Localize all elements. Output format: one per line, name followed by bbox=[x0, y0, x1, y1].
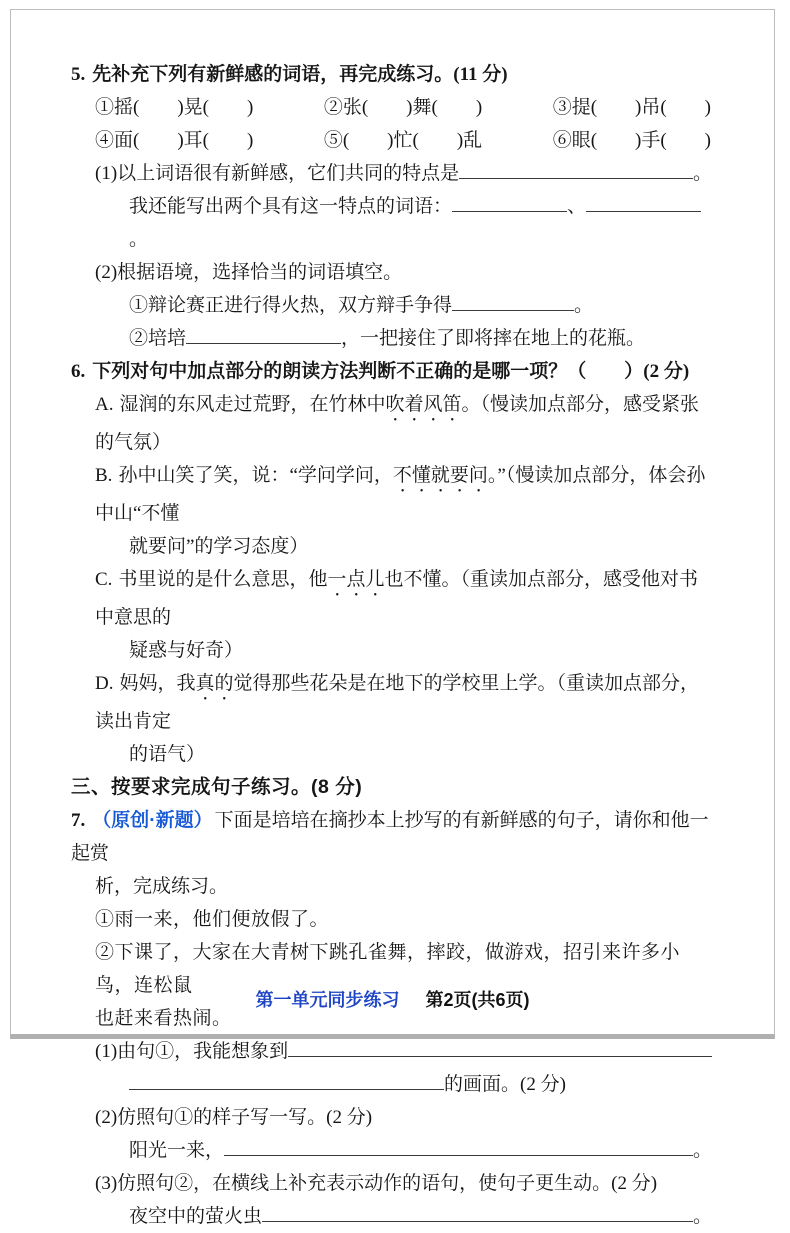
q5-sub2-item1-period: 。 bbox=[574, 295, 594, 316]
answer-blank bbox=[452, 293, 574, 311]
word-group-2: ②张( )舞( ) bbox=[323, 97, 483, 118]
question-6-number: 6. bbox=[71, 361, 86, 382]
q5-sub1b-text: 我还能写出两个具有这一特点的词语： bbox=[129, 196, 453, 217]
q5-sub1-text: (1)以上词语很有新鲜感，它们共同的特点是 bbox=[95, 163, 460, 184]
q6-option-b-continuation bbox=[129, 530, 712, 563]
question-7-title-line2: 析，完成练习。 bbox=[95, 876, 229, 897]
answer-blank bbox=[452, 194, 567, 212]
section-3-number: 三、 bbox=[71, 776, 112, 798]
section-3-title: 按要求完成句子练习。 bbox=[111, 776, 312, 798]
section-3-score: (8 分) bbox=[311, 776, 363, 798]
q6-option-b bbox=[95, 459, 712, 530]
q7-sub1-post: 的画面。 bbox=[444, 1074, 521, 1095]
word-group-5: ⑤( )忙( )乱 bbox=[323, 130, 483, 151]
q5-sub2-line bbox=[95, 256, 712, 289]
answer-blank bbox=[186, 326, 341, 344]
question-7-original-tag: （原创·新题） bbox=[92, 810, 213, 831]
q5-word-row-1 bbox=[95, 91, 711, 124]
option-a-text: 湿润的东风走过荒野，在竹林中 bbox=[119, 394, 386, 415]
q6-option-a bbox=[95, 388, 712, 459]
q6-option-c bbox=[95, 563, 712, 634]
question-6-header bbox=[71, 355, 712, 388]
q5-sub1-period: 。 bbox=[692, 163, 712, 184]
page-footer bbox=[11, 986, 774, 1012]
option-b-label: B. bbox=[95, 465, 113, 486]
q5-sub1b-line bbox=[129, 190, 712, 256]
q6-option-d-continuation bbox=[129, 738, 712, 771]
word-group-4: ④面( )耳( ) bbox=[95, 130, 254, 151]
option-b-note: 。”（慢读加点部分，体会孙中山“不懂 bbox=[95, 465, 706, 524]
q7-sub3-label: (3)仿照句②，在横线上补充表示动作的语句，使句子更生动。 bbox=[95, 1173, 612, 1194]
q7-sub1-line2 bbox=[129, 1068, 712, 1101]
option-d-label: D. bbox=[95, 673, 114, 694]
question-5-title: 先补充下列有新鲜感的词语，再完成练习。 bbox=[92, 64, 454, 85]
option-c-text: 书里说的是什么意思，他 bbox=[118, 569, 328, 590]
answer-blank bbox=[129, 1072, 444, 1090]
question-5-number: 5. bbox=[71, 64, 86, 85]
option-d-note: 觉得那些花朵是在地下的学校里上学。（重读加点部分，读出肯定 bbox=[95, 673, 700, 732]
q5-word-row-2 bbox=[95, 124, 711, 157]
question-5-header bbox=[71, 58, 712, 91]
question-6-score: (2 分) bbox=[643, 361, 690, 382]
question-6-answer-bracket: （ ） bbox=[567, 361, 644, 382]
option-c-continuation-text: 疑惑与好奇） bbox=[129, 640, 244, 661]
q7-sub2-pre: 阳光一来， bbox=[129, 1140, 225, 1161]
option-b-emphasized: 不懂就要问 bbox=[392, 465, 488, 486]
q5-sub2-text: (2)根据语境，选择恰当的词语填空。 bbox=[95, 262, 403, 283]
q7-sentence-1-text: ①雨一来，他们便放假了。 bbox=[95, 908, 330, 930]
answer-blank bbox=[224, 1155, 693, 1156]
answer-blank bbox=[262, 1221, 693, 1222]
q7-sub3-line bbox=[95, 1167, 712, 1200]
option-d-continuation-text: 的语气） bbox=[129, 744, 206, 765]
q5-sub2-item2-pre: ②培培 bbox=[129, 328, 187, 349]
question-6-title: 下列对句中加点部分的朗读方法判断不正确的是哪一项？ bbox=[92, 361, 568, 382]
answer-blank bbox=[586, 194, 701, 212]
q7-sub1-text: (1)由句①，我能想象到 bbox=[95, 1041, 289, 1062]
q7-sub3-score: (2 分) bbox=[611, 1173, 658, 1194]
q7-sub3-period: 。 bbox=[692, 1206, 712, 1227]
q7-sub3-answer-line bbox=[129, 1200, 712, 1233]
question-7-number: 7. bbox=[71, 810, 86, 831]
question-7-header bbox=[71, 804, 712, 870]
q7-sentence-2-text: ②下课了，大家在大青树下跳孔雀舞，摔跤，做游戏，招引来许多小鸟，连松鼠 bbox=[95, 941, 681, 996]
q7-sub2-score: (2 分) bbox=[326, 1107, 373, 1128]
option-a-emphasized: 吹着风笛 bbox=[385, 394, 462, 415]
q7-sub2-label: (2)仿照句①的样子写一写。 bbox=[95, 1107, 327, 1128]
option-b-text: 孙中山笑了笑，说：“学问学问， bbox=[118, 465, 393, 486]
q7-sub1-score: (2 分) bbox=[520, 1074, 566, 1095]
option-c-emphasized: 一点儿 bbox=[327, 569, 385, 590]
answer-blank bbox=[459, 178, 693, 179]
word-group-1: ①摇( )晃( ) bbox=[95, 97, 254, 118]
q5-sub2-item1 bbox=[129, 289, 712, 322]
q5-sub1b-period: 。 bbox=[129, 229, 149, 250]
q7-sub2-line bbox=[95, 1101, 712, 1134]
option-b-continuation-text: 就要问”的学习态度） bbox=[129, 536, 309, 557]
word-group-6: ⑥眼( )手( ) bbox=[552, 130, 711, 151]
answer-blank bbox=[288, 1056, 712, 1057]
q7-sub2-answer-line bbox=[129, 1134, 712, 1167]
question-5-score: (11 分) bbox=[453, 64, 508, 85]
word-group-3: ③提( )吊( ) bbox=[552, 97, 711, 118]
q7-sentence-1 bbox=[95, 903, 712, 936]
footer-unit-title: 第一单元同步练习 bbox=[255, 990, 400, 1010]
q5-sub2-item2-post: ，一把接住了即将摔在地上的花瓶。 bbox=[341, 328, 646, 349]
q7-sub1-line bbox=[95, 1035, 712, 1068]
q7-sentence-2-continuation-text: 也赶来看热闹。 bbox=[95, 1007, 232, 1029]
option-a-label: A. bbox=[95, 394, 114, 415]
option-c-label: C. bbox=[95, 569, 113, 590]
section-3-header bbox=[71, 771, 712, 804]
q5-sub1b-comma: 、 bbox=[567, 196, 587, 217]
q5-sub2-item2 bbox=[129, 322, 712, 355]
q6-option-d bbox=[95, 667, 712, 738]
question-7-title-line1: 下面是培培在摘抄本上抄写的有新鲜感的句子，请你和他一起赏 bbox=[71, 810, 709, 864]
q6-option-c-continuation bbox=[129, 634, 712, 667]
q7-sub2-period: 。 bbox=[692, 1140, 712, 1161]
q7-sub3-pre: 夜空中的萤火虫 bbox=[129, 1206, 263, 1227]
question-7-header-continuation bbox=[95, 870, 712, 903]
option-d-text: 妈妈，我 bbox=[119, 673, 196, 694]
worksheet-page bbox=[10, 9, 775, 1227]
option-d-emphasized: 真的 bbox=[195, 673, 234, 694]
q5-sub1-line bbox=[95, 157, 712, 190]
option-c-note: 也不懂。（重读加点部分，感受他对书中意思的 bbox=[95, 569, 698, 628]
option-a-note: 。（慢读加点部分，感受紧张的气氛） bbox=[95, 394, 700, 453]
q5-sub2-item1-text: ①辩论赛正进行得火热，双方辩手争得 bbox=[129, 295, 453, 316]
footer-page-number: 第2页(共6页) bbox=[425, 990, 530, 1010]
